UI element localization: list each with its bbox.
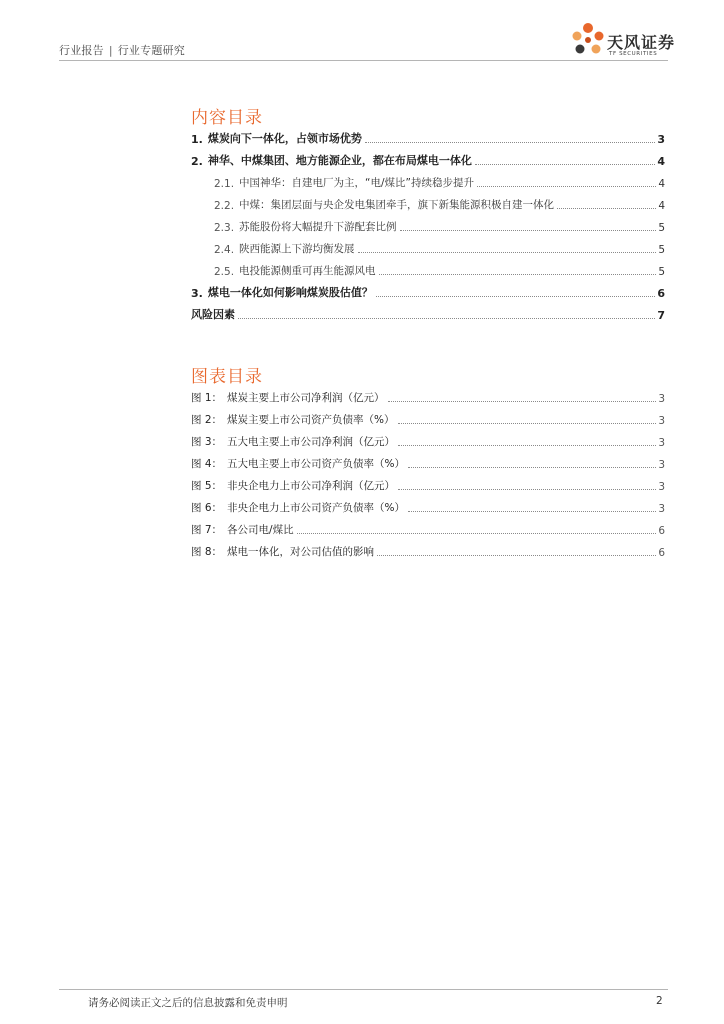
- entry-number: 3.: [191, 287, 203, 300]
- entry-label: 煤电一体化，对公司估值的影响: [227, 546, 375, 558]
- entry-number: 图 4：: [191, 458, 223, 470]
- dot-leader: [557, 208, 656, 209]
- entry-label: 中煤：集团层面与央企发电集团牵手，旗下新集能源积极自建一体化: [239, 199, 555, 211]
- entry-label: 陕西能源上下游均衡发展: [239, 243, 355, 255]
- table-of-contents: [191, 124, 665, 322]
- toc-entry[interactable]: [191, 168, 665, 190]
- entry-page: 3: [658, 481, 665, 493]
- entry-page: 6: [658, 525, 665, 537]
- dot-leader: [408, 511, 656, 512]
- entry-label: 苏能股份将大幅提升下游配套比例: [239, 221, 397, 233]
- entry-label: 五大电主要上市公司资产负债率（%）: [227, 458, 406, 470]
- entry-number: 2.1.: [214, 178, 235, 190]
- entry-label: 非央企电力上市公司资产负债率（%）: [227, 502, 406, 514]
- toc-entry[interactable]: [191, 212, 665, 234]
- entry-page: 6: [658, 547, 665, 559]
- entry-page: 5: [658, 222, 665, 234]
- dot-leader: [388, 401, 657, 402]
- flower-logo-icon: [568, 21, 608, 61]
- contents-title: 内容目录: [191, 108, 263, 128]
- entry-page: 4: [657, 155, 665, 168]
- report-category: 行业报告: [59, 44, 104, 57]
- toc-entry[interactable]: [191, 256, 665, 278]
- toc-entry[interactable]: [191, 146, 665, 168]
- figure-entry[interactable]: [191, 493, 665, 515]
- figure-entry[interactable]: [191, 405, 665, 427]
- entry-page: 5: [658, 266, 665, 278]
- page-number: 2: [656, 995, 663, 1007]
- entry-number: 图 5：: [191, 480, 223, 492]
- entry-page: 5: [658, 244, 665, 256]
- figure-entry[interactable]: [191, 383, 665, 405]
- dot-leader: [297, 533, 657, 534]
- dot-leader: [400, 230, 657, 231]
- dot-leader: [358, 252, 657, 253]
- entry-number: 图 7：: [191, 524, 223, 536]
- toc-entry[interactable]: [191, 190, 665, 212]
- dot-leader: [398, 445, 656, 446]
- entry-page: 3: [658, 459, 665, 471]
- list-of-figures: [191, 383, 665, 559]
- dot-leader: [398, 489, 656, 490]
- toc-entry[interactable]: [191, 234, 665, 256]
- entry-page: 3: [658, 415, 665, 427]
- entry-number: 图 6：: [191, 502, 223, 514]
- entry-label: 中国神华：自建电厂为主，“电/煤比”持续稳步提升: [239, 177, 474, 189]
- entry-label: 煤炭向下一体化，占领市场优势: [207, 132, 362, 145]
- entry-label: 五大电主要上市公司净利润（亿元）: [227, 436, 396, 448]
- dot-leader: [365, 142, 656, 143]
- dot-leader: [377, 555, 656, 556]
- figure-entry[interactable]: [191, 449, 665, 471]
- entry-page: 3: [658, 503, 665, 515]
- logo-name-cn: 天风证券: [607, 33, 676, 52]
- dot-leader: [398, 423, 657, 424]
- figures-title: 图表目录: [191, 367, 263, 387]
- entry-page: 3: [657, 133, 665, 146]
- entry-number: 2.: [191, 155, 203, 168]
- entry-label: 神华、中煤集团、地方能源企业，都在布局煤电一体化: [207, 154, 472, 167]
- entry-page: 7: [657, 309, 665, 322]
- entry-number: 图 1：: [191, 392, 223, 404]
- report-subcategory: 行业专题研究: [117, 44, 185, 57]
- dot-leader: [475, 164, 656, 165]
- toc-entry[interactable]: [191, 300, 665, 322]
- entry-number: 1.: [191, 133, 203, 146]
- dot-leader: [376, 296, 656, 297]
- entry-number: 2.2.: [214, 200, 235, 212]
- entry-label: 风险因素: [191, 308, 235, 321]
- entry-number: 2.5.: [214, 266, 235, 278]
- footer-divider: [59, 989, 668, 990]
- toc-entry[interactable]: [191, 278, 665, 300]
- entry-page: 4: [658, 178, 665, 190]
- entry-page: 6: [657, 287, 665, 300]
- entry-number: 图 2：: [191, 414, 223, 426]
- dot-leader: [408, 467, 656, 468]
- figure-entry[interactable]: [191, 427, 665, 449]
- figure-entry[interactable]: [191, 537, 665, 559]
- entry-label: 煤炭主要上市公司资产负债率（%）: [227, 414, 395, 426]
- entry-label: 煤电一体化如何影响煤炭股估值？: [207, 286, 373, 299]
- entry-label: 电投能源侧重可再生能源风电: [239, 265, 376, 277]
- logo-name-en: TF SECURITIES: [609, 51, 658, 57]
- figure-entry[interactable]: [191, 515, 665, 537]
- entry-page: 3: [658, 393, 665, 405]
- header-divider: [59, 60, 668, 61]
- company-logo: [568, 21, 678, 61]
- header-separator: |: [108, 44, 113, 57]
- dot-leader: [238, 318, 655, 319]
- dot-leader: [379, 274, 657, 275]
- entry-number: 2.3.: [214, 222, 235, 234]
- dot-leader: [477, 186, 656, 187]
- entry-number: 图 8：: [191, 546, 223, 558]
- toc-entry[interactable]: [191, 124, 665, 146]
- entry-page: 3: [658, 437, 665, 449]
- entry-label: 各公司电/煤比: [227, 524, 294, 536]
- entry-number: 2.4.: [214, 244, 235, 256]
- entry-label: 非央企电力上市公司净利润（亿元）: [227, 480, 396, 492]
- figure-entry[interactable]: [191, 471, 665, 493]
- entry-label: 煤炭主要上市公司净利润（亿元）: [227, 392, 385, 404]
- entry-number: 图 3：: [191, 436, 223, 448]
- entry-page: 4: [658, 200, 665, 212]
- report-header: [59, 42, 185, 58]
- footer-disclaimer: 请务必阅读正文之后的信息披露和免责申明: [88, 997, 288, 1009]
